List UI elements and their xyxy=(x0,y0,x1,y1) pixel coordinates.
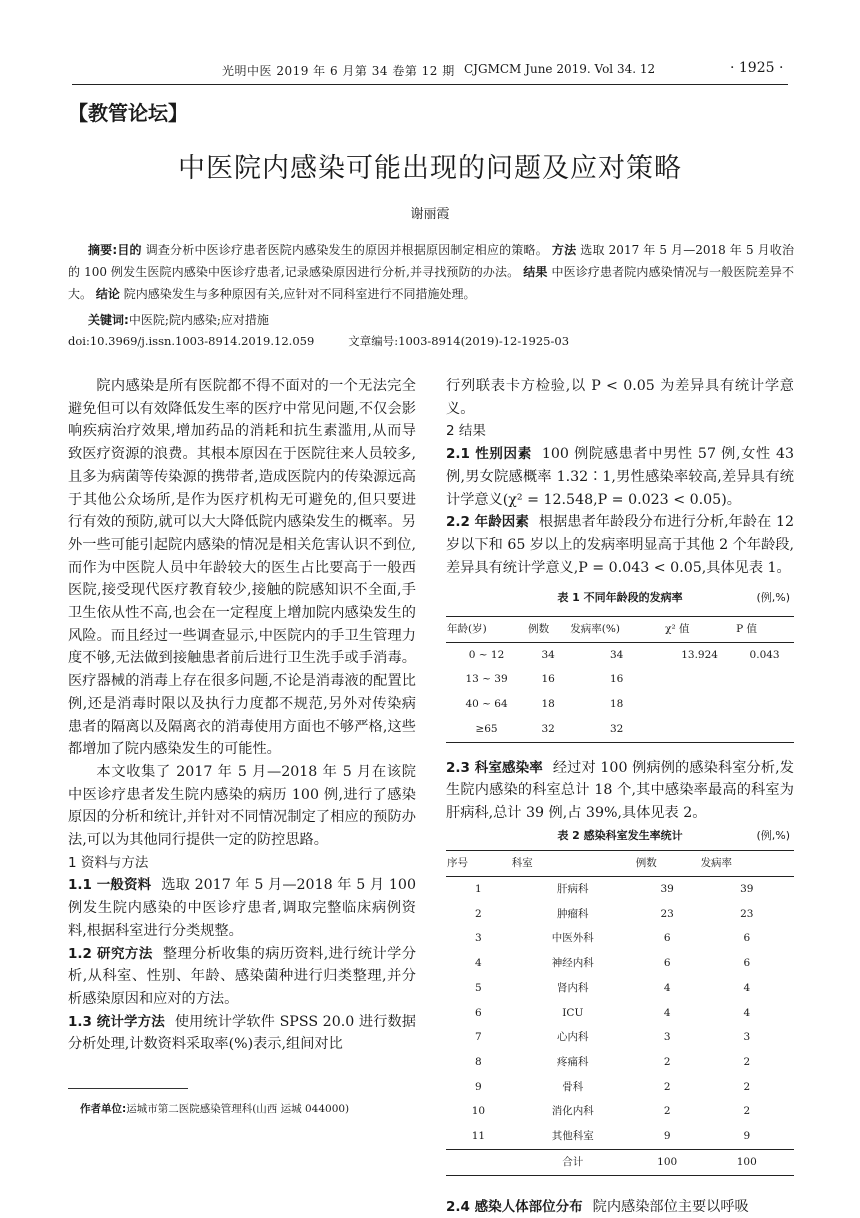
section-2-1-heading: 2.1 性别因素 xyxy=(446,446,532,462)
table-2-cell: 8 xyxy=(446,1050,511,1075)
section-1-3-text: 使用统计学软件 SPSS 20.0 进行数据分析处理,计数资料采取率(%)表示,组间对比 xyxy=(68,1014,416,1053)
table-2-header-cell: 科室 xyxy=(511,851,635,877)
footnote-rule xyxy=(68,1088,188,1089)
table-2-cell: 9 xyxy=(700,1124,794,1149)
objective-label: 目的 xyxy=(117,243,142,257)
table-1-cell: 34 xyxy=(569,642,664,667)
table-2-row xyxy=(446,1050,794,1075)
table-2-row xyxy=(446,951,794,976)
section-2-1 xyxy=(446,443,794,511)
table-1-header-row xyxy=(446,617,794,643)
table-2-cell: 4 xyxy=(635,976,700,1001)
article-number: 文章编号:1003-8914(2019)-12-1925-03 xyxy=(348,334,569,348)
table-1-caption xyxy=(446,587,794,610)
table-1-row xyxy=(446,717,794,742)
table-2-cell: 肿瘤科 xyxy=(511,902,635,927)
section-1-1-heading: 1.1 一般资料 xyxy=(68,877,151,893)
table-2-cell: 4 xyxy=(700,1001,794,1026)
table-1-header-cell: 发病率(%) xyxy=(569,617,664,643)
table-1-cell: ≥65 xyxy=(446,717,527,742)
table-2-cell: 39 xyxy=(700,877,794,902)
table-2-row xyxy=(446,976,794,1001)
table-2-row xyxy=(446,902,794,927)
page-number: · 1925 · xyxy=(730,60,783,76)
abstract-label: 摘要: xyxy=(88,243,117,257)
table-2-total-cell: 100 xyxy=(700,1149,794,1175)
table-2-row xyxy=(446,1124,794,1149)
table-2-cell: 10 xyxy=(446,1099,511,1124)
section-1-1-text: 选取 2017 年 5 月—2018 年 5 月 100 例发生院内感染的中医诊疗患者,调取完整临床病例资料,根据科室进行分类规整。 xyxy=(68,877,416,938)
table-2-total-cell: 100 xyxy=(635,1149,700,1175)
table-2-cell: 3 xyxy=(635,1025,700,1050)
results-label: 结果 xyxy=(523,265,547,279)
table-2-header-cell: 例数 xyxy=(635,851,700,877)
table-1-cell: 13.924 xyxy=(664,642,735,667)
doi-line xyxy=(68,333,569,349)
conclusion-label: 结论 xyxy=(96,287,120,301)
table-2 xyxy=(446,850,794,1175)
table-2-cell: 其他科室 xyxy=(511,1124,635,1149)
table-1-cell xyxy=(664,692,735,717)
table-2-cell: 2 xyxy=(635,1075,700,1100)
methods-label: 方法 xyxy=(552,243,576,257)
table-1-cell: 40 ~ 64 xyxy=(446,692,527,717)
section-1-2-text: 整理分析收集的病历资料,进行统计学分析,从科室、性别、年龄、感染菌种进行归类整理,并分析感染原因和应对的方法。 xyxy=(68,946,416,1007)
table-1-cell xyxy=(735,717,794,742)
table-2-cell: 23 xyxy=(700,902,794,927)
section-2-4-text: 院内感染部位主要以呼吸 xyxy=(593,1199,749,1215)
intro-paragraph-1: 院内感染是所有医院都不得不面对的一个无法完全避免但可以有效降低发生率的医疗中常见问题,不仅会影响疾病治疗效果,增加药品的消耗和抗生素滥用,从而导致医疗资源的浪费。其根本原因在于医院往来人员较多,且多为病菌等传染源的携带者,造成医院内的传染源远高于其他公众场所,是作为医疗机构无可避免的,但只要进行有效的预防,就可以大大降低院内感染发生的概率。另外一些可能引起院内感染的情况是相关危害认识不到位,而作为中医院人员中年龄较大的医生占比要高于一般西医院,接受现代医疗教育较少,接触的院感知识不全面,手卫生依从性不高,也会在一定程度上增加院内感染发生的风险。而且经过一些调查显示,中医院内的手卫生管理力度不够,无法做到接触患者前后进行卫生洗手或手消毒。医疗器械的消毒上存在很多问题,不论是消毒液的配置比例,还是消毒时限以及执行力度都不规范,另外对传染病患者的隔离以及隔离衣的消毒使用方面也不够严格,这些都增加了院内感染发生的可能性。 xyxy=(68,375,416,761)
author-affiliation xyxy=(80,1101,349,1116)
table-1-row xyxy=(446,692,794,717)
table-2-cell: 6 xyxy=(635,926,700,951)
keywords-label: 关键词: xyxy=(88,313,129,327)
header-rule xyxy=(72,84,788,85)
table-2-total-cell: 合计 xyxy=(511,1149,635,1175)
table-2-cell: 9 xyxy=(446,1075,511,1100)
author: 谢丽霞 xyxy=(0,203,860,222)
table-2-cell: 9 xyxy=(635,1124,700,1149)
table-1-unit: (例,%) xyxy=(756,587,790,610)
table-2-cell: 4 xyxy=(446,951,511,976)
section-1-2 xyxy=(68,943,416,1011)
table-1-cell: 0 ~ 12 xyxy=(446,642,527,667)
table-2-cell: 4 xyxy=(635,1001,700,1026)
table-1-header-cell: 例数 xyxy=(527,617,569,643)
keywords-text: 中医院;院内感染;应对措施 xyxy=(129,313,269,327)
table-2-cell: 疼痛科 xyxy=(511,1050,635,1075)
table-1-cell: 16 xyxy=(569,667,664,692)
table-2-cell: 骨科 xyxy=(511,1075,635,1100)
section-2-3-text: 经过对 100 例病例的感染科室分析,发生院内感染的科室总计 18 个,其中感染率最高的科室为肝病科,总计 39 例,占 39%,具体见表 2。 xyxy=(446,760,794,821)
table-2-total-cell xyxy=(446,1149,511,1175)
section-2-4 xyxy=(446,1196,794,1218)
doi: doi:10.3969/j.issn.1003-8914.2019.12.059 xyxy=(68,334,314,348)
table-2-cell: 中医外科 xyxy=(511,926,635,951)
section-2-3 xyxy=(446,757,794,825)
table-2-cell: 2 xyxy=(635,1099,700,1124)
table-1-row xyxy=(446,642,794,667)
running-header xyxy=(0,58,860,82)
table-1-cell: 18 xyxy=(569,692,664,717)
table-1-cell: 32 xyxy=(569,717,664,742)
table-1-cell xyxy=(664,667,735,692)
left-column xyxy=(68,375,416,1056)
table-2-row xyxy=(446,877,794,902)
methods-text: 选取 2017 年 5 月—2018 年 5 月收治的 100 例发生医院内感染中医诊疗患者,记录感染原因进行分析,并寻找预防的办法。 xyxy=(68,243,794,279)
section-1-3-heading: 1.3 统计学方法 xyxy=(68,1014,165,1030)
table-2-cell: 2 xyxy=(700,1075,794,1100)
article-title: 中医院内感染可能出现的问题及应对策略 xyxy=(0,146,860,185)
table-2-cell: 23 xyxy=(635,902,700,927)
section-2-4-heading: 2.4 感染人体部位分布 xyxy=(446,1199,583,1215)
table-2-cell: 3 xyxy=(700,1025,794,1050)
table-2-total-row xyxy=(446,1149,794,1175)
table-1-header-cell: 年龄(岁) xyxy=(446,617,527,643)
table-1-header-cell: P 值 xyxy=(735,617,794,643)
section-2-1-text: 100 例院感患者中男性 57 例,女性 43 例,男女院感概率 1.32∶1,男性感染率较高,差异具有统计学意义(χ² = 12.548,P = 0.023 < 0.05)。 xyxy=(446,446,794,507)
table-2-row xyxy=(446,1001,794,1026)
table-2-cell: 6 xyxy=(635,951,700,976)
table-1-title: 表 1 不同年龄段的发病率 xyxy=(557,591,682,604)
section-2-2-text: 根据患者年龄段分布进行分析,年龄在 12 岁以下和 65 岁以上的发病率明显高于其他 2 个年龄段,差异具有统计学意义,P = 0.043 < 0.05,具体见表 1。 xyxy=(446,514,794,575)
table-2-cell: 6 xyxy=(700,926,794,951)
table-2-cell: ICU xyxy=(511,1001,635,1026)
table-2-cell: 1 xyxy=(446,877,511,902)
table-1-cell: 18 xyxy=(527,692,569,717)
affiliation-label: 作者单位: xyxy=(80,1103,126,1115)
method-continuation: 行列联表卡方检验,以 P < 0.05 为差异具有统计学意义。 xyxy=(446,375,794,420)
affiliation-text: 运城市第二医院感染管理科(山西 运城 044000) xyxy=(126,1103,349,1115)
table-2-unit: (例,%) xyxy=(756,825,790,848)
table-1-header-cell: χ² 值 xyxy=(664,617,735,643)
table-2-cell: 肝病科 xyxy=(511,877,635,902)
table-2-row xyxy=(446,1099,794,1124)
table-2-cell: 11 xyxy=(446,1124,511,1149)
table-2-cell: 6 xyxy=(700,951,794,976)
table-1-cell xyxy=(735,667,794,692)
table-1-cell xyxy=(735,692,794,717)
table-1-cell: 0.043 xyxy=(735,642,794,667)
table-2-cell: 心内科 xyxy=(511,1025,635,1050)
section-2-2 xyxy=(446,511,794,579)
keywords xyxy=(88,311,269,328)
section-2-2-heading: 2.2 年龄因素 xyxy=(446,514,529,530)
table-1-cell: 13 ~ 39 xyxy=(446,667,527,692)
section-2-heading: 2 结果 xyxy=(446,420,794,443)
journal-issue: 光明中医 2019 年 6 月第 34 卷第 12 期 xyxy=(222,62,455,79)
table-1 xyxy=(446,616,794,743)
conclusion-text: 院内感染发生与多种原因有关,应针对不同科室进行不同措施处理。 xyxy=(124,287,476,301)
table-2-cell: 4 xyxy=(700,976,794,1001)
section-tag: 【教管论坛】 xyxy=(68,97,188,126)
table-1-cell: 32 xyxy=(527,717,569,742)
table-2-header-cell: 序号 xyxy=(446,851,511,877)
section-1-1 xyxy=(68,874,416,942)
results-text: 中医诊疗患者院内感染情况与一般医院差异不大。 xyxy=(68,265,794,301)
table-2-cell: 神经内科 xyxy=(511,951,635,976)
table-1-cell: 16 xyxy=(527,667,569,692)
table-2-cell: 6 xyxy=(446,1001,511,1026)
table-2-header-cell: 发病率 xyxy=(700,851,794,877)
table-2-header-row xyxy=(446,851,794,877)
table-2-row xyxy=(446,1075,794,1100)
journal-issue-en: CJGMCM June 2019. Vol 34. 12 xyxy=(464,62,655,76)
section-2-3-heading: 2.3 科室感染率 xyxy=(446,760,543,776)
table-2-cell: 39 xyxy=(635,877,700,902)
table-1-cell: 34 xyxy=(527,642,569,667)
section-1-3 xyxy=(68,1011,416,1056)
table-2-cell: 消化内科 xyxy=(511,1099,635,1124)
table-1-row xyxy=(446,667,794,692)
table-2-cell: 2 xyxy=(700,1050,794,1075)
table-2-row xyxy=(446,1025,794,1050)
table-1-cell xyxy=(664,717,735,742)
abstract xyxy=(68,239,794,305)
objective-text: 调查分析中医诊疗患者医院内感染发生的原因并根据原因制定相应的策略。 xyxy=(146,243,548,257)
table-2-cell: 2 xyxy=(446,902,511,927)
table-2-cell: 5 xyxy=(446,976,511,1001)
section-1-2-heading: 1.2 研究方法 xyxy=(68,946,153,962)
table-2-cell: 2 xyxy=(635,1050,700,1075)
table-2-title: 表 2 感染科室发生率统计 xyxy=(557,829,682,842)
table-2-caption xyxy=(446,825,794,848)
intro-paragraph-2: 本文收集了 2017 年 5 月—2018 年 5 月在该院中医诊疗患者发生院内感染的病历 100 例,进行了感染原因的分析和统计,并针对不同情况制定了相应的预防办法,可以为其他同行提供一定的防控思路。 xyxy=(68,761,416,852)
table-2-row xyxy=(446,926,794,951)
table-2-cell: 肾内科 xyxy=(511,976,635,1001)
table-2-cell: 7 xyxy=(446,1025,511,1050)
right-column xyxy=(446,375,794,1218)
section-1-heading: 1 资料与方法 xyxy=(68,852,416,875)
table-2-cell: 3 xyxy=(446,926,511,951)
table-2-cell: 2 xyxy=(700,1099,794,1124)
